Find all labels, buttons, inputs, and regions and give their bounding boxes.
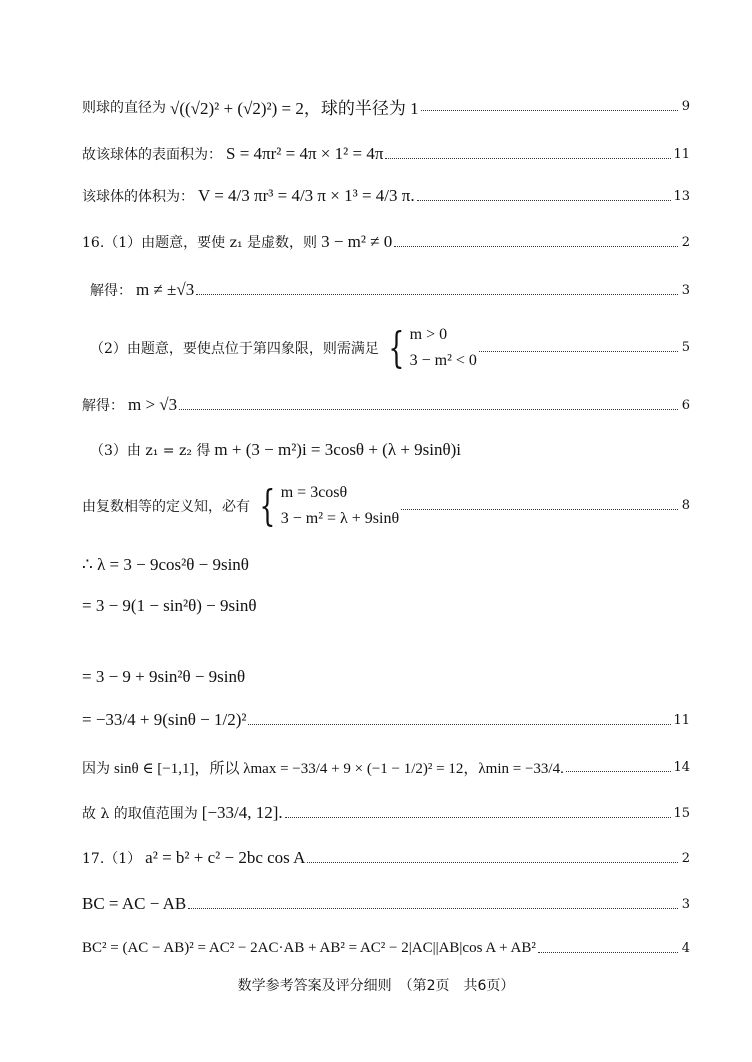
line-math: √((√2)² + (√2)²) = 2，球的半径为 1 bbox=[170, 99, 419, 118]
answer-line-2 bbox=[82, 144, 690, 164]
line-math: = 3 − 9(1 − sin²θ) − 9sinθ bbox=[82, 596, 257, 615]
line-text: 16.（1）由题意，要使 z₁ 是虚数，则 bbox=[82, 235, 318, 251]
dot-leader bbox=[248, 724, 671, 725]
line-text: （2）由题意，要使点位于第四象限，则需满足 bbox=[90, 340, 379, 357]
line-math: m ≠ ±√3 bbox=[136, 280, 195, 299]
system-eq: 3 − m² = λ + 9sinθ bbox=[280, 509, 400, 527]
line-math: BC² = (AC − AB)² = AC² − 2AC·AB + AB² = AC² − 2|AC||AB|cos A + AB² bbox=[82, 940, 536, 956]
line-text: 解得： bbox=[90, 283, 132, 299]
score-mark: 5 bbox=[681, 340, 690, 356]
score-mark: 15 bbox=[673, 805, 690, 821]
score-mark: 13 bbox=[673, 188, 690, 204]
line-math: a² = b² + c² − 2bc cos A bbox=[145, 848, 306, 867]
left-brace: { bbox=[388, 322, 405, 372]
score-mark: 11 bbox=[673, 146, 690, 162]
dot-leader bbox=[566, 771, 672, 772]
line-math: S = 4πr² = 4π × 1² = 4π bbox=[226, 144, 384, 163]
answer-line-18 bbox=[82, 940, 690, 957]
page-footer: 数学参考答案及评分细则 （第2页 共6页） bbox=[237, 978, 515, 994]
score-mark: 4 bbox=[681, 941, 690, 956]
line-text: 因为 bbox=[82, 760, 110, 777]
score-mark: 8 bbox=[681, 498, 690, 514]
dot-leader bbox=[479, 351, 678, 352]
answer-line-7 bbox=[82, 395, 690, 415]
score-mark: 14 bbox=[673, 760, 690, 775]
line-text: 17.（1） bbox=[82, 851, 142, 867]
line-math: ∴ λ = 3 − 9cos²θ − 9sinθ bbox=[82, 555, 249, 574]
answer-line-12 bbox=[82, 667, 690, 687]
answer-line-14 bbox=[82, 757, 690, 778]
line-text: 由复数相等的定义知，必有 bbox=[82, 498, 250, 515]
system-eq: m = 3cosθ bbox=[280, 484, 348, 501]
answer-line-5 bbox=[90, 280, 690, 300]
line-math: BC = AC − AB bbox=[82, 894, 187, 913]
line-math: = −33/4 + 9(sinθ − 1/2)² bbox=[82, 710, 247, 729]
answer-line-9 bbox=[82, 480, 690, 531]
line-math: m + (3 − m²)i = 3cosθ + (λ + 9sinθ)i bbox=[214, 440, 462, 459]
score-mark: 3 bbox=[681, 896, 690, 912]
line-math: [−33/4, 12]. bbox=[201, 803, 283, 822]
answer-line-15 bbox=[82, 803, 690, 823]
answer-line-11 bbox=[82, 596, 690, 616]
line-math: 3 − m² ≠ 0 bbox=[321, 232, 393, 251]
dot-leader bbox=[196, 294, 678, 295]
answer-line-6 bbox=[90, 322, 690, 373]
answer-line-8 bbox=[90, 440, 690, 460]
equation-system bbox=[254, 480, 399, 531]
line-text: 则球的直径为 bbox=[82, 99, 166, 116]
dot-leader bbox=[179, 409, 678, 410]
score-mark: 2 bbox=[681, 850, 690, 866]
dot-leader bbox=[538, 952, 678, 953]
score-mark: 11 bbox=[673, 712, 690, 728]
score-mark: 6 bbox=[681, 397, 690, 413]
dot-leader bbox=[285, 817, 672, 818]
dot-leader bbox=[417, 200, 672, 201]
line-text: 故该球体的表面积为： bbox=[82, 147, 222, 163]
answer-line-1 bbox=[82, 94, 690, 119]
answer-line-4 bbox=[82, 232, 690, 252]
answer-line-16 bbox=[82, 848, 690, 868]
system-eq: m > 0 bbox=[409, 326, 448, 343]
dot-leader bbox=[421, 110, 678, 111]
equation-system bbox=[383, 322, 477, 373]
score-mark: 3 bbox=[681, 282, 690, 298]
line-math: m > √3 bbox=[128, 395, 178, 414]
line-text: 该球体的体积为： bbox=[82, 189, 194, 205]
answer-line-10 bbox=[82, 555, 690, 575]
system-eq: 3 − m² < 0 bbox=[409, 351, 477, 369]
score-mark: 9 bbox=[681, 99, 690, 114]
line-math: = 3 − 9 + 9sin²θ − 9sinθ bbox=[82, 667, 246, 686]
dot-leader bbox=[307, 862, 678, 863]
dot-leader bbox=[401, 509, 678, 510]
answer-line-13 bbox=[82, 710, 690, 730]
dot-leader bbox=[188, 908, 678, 909]
answer-line-17 bbox=[82, 894, 690, 914]
line-text: 解得： bbox=[82, 398, 124, 414]
line-math: V = 4/3 πr³ = 4/3 π × 1³ = 4/3 π. bbox=[198, 186, 415, 205]
score-mark: 2 bbox=[681, 234, 690, 250]
line-text: 故 λ 的取值范围为 bbox=[82, 806, 198, 822]
dot-leader bbox=[394, 246, 678, 247]
left-brace: { bbox=[259, 480, 276, 530]
dot-leader bbox=[385, 158, 671, 159]
answer-line-3 bbox=[82, 186, 690, 206]
line-text: （3）由 z₁ = z₂ 得 bbox=[90, 443, 211, 459]
line-math: sinθ ∈ [−1,1]，所以 λmax = −33/4 + 9 × (−1 − 1/2)² = 12，λmin = −33/4. bbox=[114, 761, 564, 777]
